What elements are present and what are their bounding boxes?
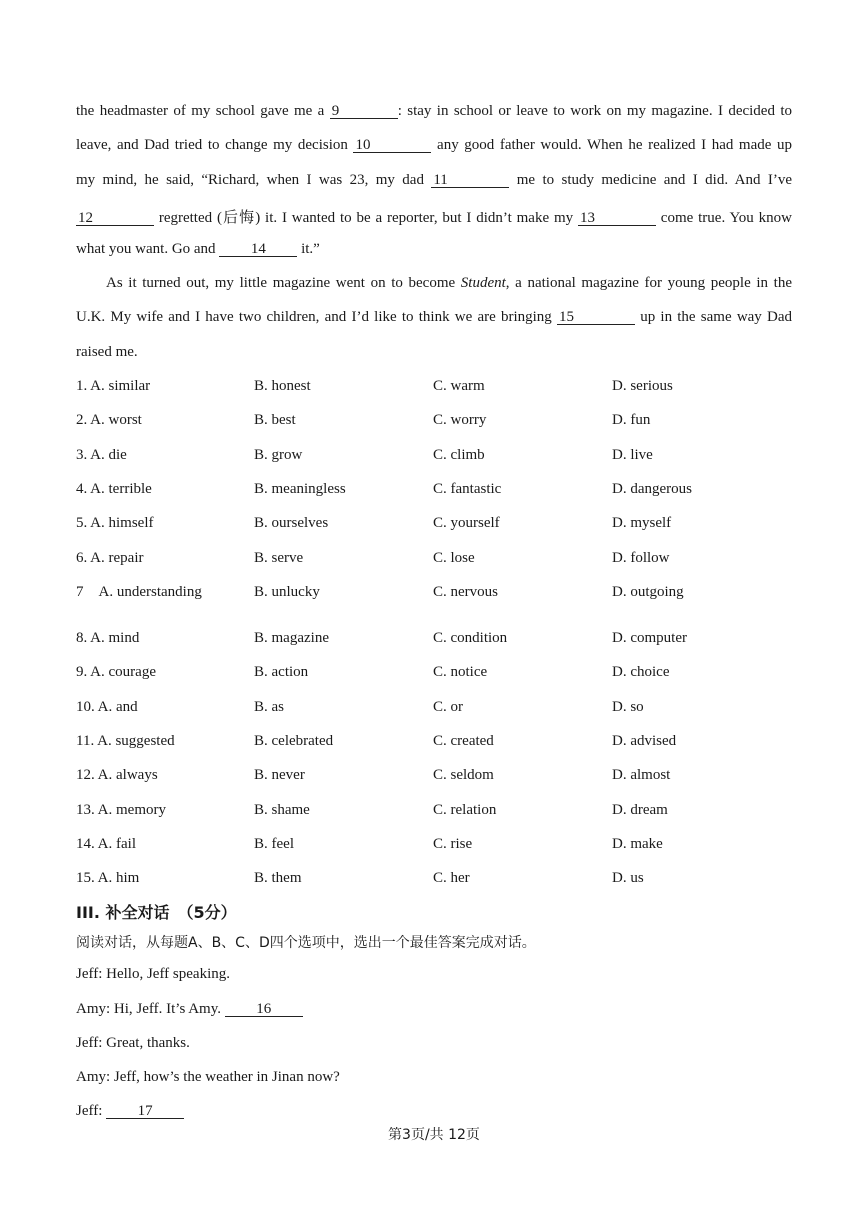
option-d: D. live	[612, 447, 653, 463]
dialog-line-4: Amy: Jeff, how’s the weather in Jinan now?	[76, 1069, 340, 1085]
option-c: C. condition	[433, 630, 508, 646]
option-b: B. as	[254, 699, 284, 715]
option-c: C. created	[433, 733, 494, 749]
option-b: B. ourselves	[254, 515, 329, 531]
option-d: D. fun	[612, 412, 651, 428]
option-c: C. rise	[433, 836, 473, 852]
passage-line-5: what you want. Go and 14 it.”	[76, 241, 320, 257]
option-c: C. lose	[433, 550, 475, 566]
option-b: B. action	[254, 664, 309, 680]
option-b: B. magazine	[254, 630, 329, 646]
option-a: 7 A. understanding	[76, 584, 202, 600]
option-row	[76, 802, 792, 822]
option-c: C. seldom	[433, 767, 494, 783]
passage-line-4: 12 regretted (后悔) it. I wanted to be a reporter, but I didn’t make my 13 come true. You know	[78, 210, 792, 226]
option-a: 8. A. mind	[76, 630, 140, 646]
option-row	[76, 447, 792, 467]
option-d: D. so	[612, 699, 644, 715]
option-b: B. shame	[254, 802, 310, 818]
passage-line-8: raised me.	[76, 344, 138, 360]
option-c: C. warm	[433, 378, 485, 394]
option-row	[76, 733, 792, 753]
magazine-title: Student	[460, 275, 506, 291]
option-b: B. feel	[254, 836, 294, 852]
option-b: B. unlucky	[254, 584, 320, 600]
blank-16: 16	[225, 1002, 303, 1017]
option-row	[76, 664, 792, 684]
option-d: D. outgoing	[612, 584, 684, 600]
option-b: B. celebrated	[254, 733, 334, 749]
option-d: D. follow	[612, 550, 670, 566]
option-a: 12. A. always	[76, 767, 158, 783]
option-a: 14. A. fail	[76, 836, 136, 852]
option-d: D. serious	[612, 378, 673, 394]
option-row	[76, 481, 792, 501]
option-d: D. computer	[612, 630, 687, 646]
option-b: B. best	[254, 412, 296, 428]
option-a: 4. A. terrible	[76, 481, 152, 497]
option-a: 10. A. and	[76, 699, 138, 715]
option-row	[76, 630, 792, 650]
dialog-line-1: Jeff: Hello, Jeff speaking.	[76, 966, 230, 982]
option-c: C. her	[433, 870, 470, 886]
option-row	[76, 412, 792, 432]
option-row	[76, 699, 792, 719]
passage-line-6: As it turned out, my little magazine went on to become Student, a national magazine for young people in the	[106, 275, 792, 291]
blank-15: 15	[557, 310, 635, 325]
dialog-line-5: Jeff: 17	[76, 1103, 184, 1120]
option-row	[76, 550, 792, 570]
option-a: 1. A. similar	[76, 378, 151, 394]
option-row	[76, 836, 792, 856]
option-c: C. nervous	[433, 584, 498, 600]
option-b: B. serve	[254, 550, 304, 566]
option-c: C. fantastic	[433, 481, 502, 497]
option-a: 5. A. himself	[76, 515, 154, 531]
dialog-line-2: Amy: Hi, Jeff. It’s Amy. 16	[76, 1001, 303, 1018]
passage-line-7: U.K. My wife and I have two children, and I’d like to think we are bringing 15 up in the same way Dad	[76, 309, 792, 325]
option-row	[76, 584, 792, 604]
blank-9: 9	[330, 104, 398, 119]
blank-10: 10	[353, 138, 431, 153]
option-a: 11. A. suggested	[76, 733, 175, 749]
option-c: C. notice	[433, 664, 488, 680]
passage-line-3: my mind, he said, “Richard, when I was 23, my dad 11 me to study medicine and I did. And I’ve	[76, 172, 792, 188]
option-b: B. meaningless	[254, 481, 346, 497]
blank-13: 13	[578, 211, 656, 226]
option-a: 3. A. die	[76, 447, 127, 463]
dialog-line-3: Jeff: Great, thanks.	[76, 1035, 190, 1051]
option-b: B. them	[254, 870, 302, 886]
option-c: C. yourself	[433, 515, 500, 531]
passage-line-1: the headmaster of my school gave me a 9 : stay in school or leave to work on my magazine. I decided to	[76, 103, 793, 119]
page-footer: 第3页/共 12页	[388, 1127, 480, 1143]
section-3-title: III. 补全对话 （5分）	[76, 903, 237, 922]
option-row	[76, 515, 792, 535]
option-d: D. dream	[612, 802, 668, 818]
option-d: D. almost	[612, 767, 671, 783]
option-d: D. advised	[612, 733, 677, 749]
option-a: 13. A. memory	[76, 802, 166, 818]
option-row	[76, 870, 792, 890]
blank-14: 14	[219, 242, 297, 257]
option-a: 15. A. him	[76, 870, 140, 886]
option-a: 9. A. courage	[76, 664, 156, 680]
option-row	[76, 378, 792, 398]
blank-17: 17	[106, 1104, 184, 1119]
blank-11: 11	[431, 173, 509, 188]
blank-12: 12	[76, 211, 154, 226]
option-a: 6. A. repair	[76, 550, 144, 566]
option-c: C. or	[433, 699, 463, 715]
passage-line-2: leave, and Dad tried to change my decision 10 any good father would. When he realized I had made up	[76, 137, 792, 153]
option-d: D. myself	[612, 515, 672, 531]
option-d: D. make	[612, 836, 663, 852]
option-b: B. honest	[254, 378, 311, 394]
option-d: D. dangerous	[612, 481, 692, 497]
option-c: C. relation	[433, 802, 497, 818]
section-3-instruction: 阅读对话，从每题A、B、C、D四个选项中，选出一个最佳答案完成对话。	[76, 935, 536, 951]
option-b: B. grow	[254, 447, 303, 463]
option-d: D. us	[612, 870, 644, 886]
option-row	[76, 767, 792, 787]
option-a: 2. A. worst	[76, 412, 142, 428]
option-c: C. climb	[433, 447, 485, 463]
option-c: C. worry	[433, 412, 487, 428]
option-d: D. choice	[612, 664, 670, 680]
option-b: B. never	[254, 767, 305, 783]
